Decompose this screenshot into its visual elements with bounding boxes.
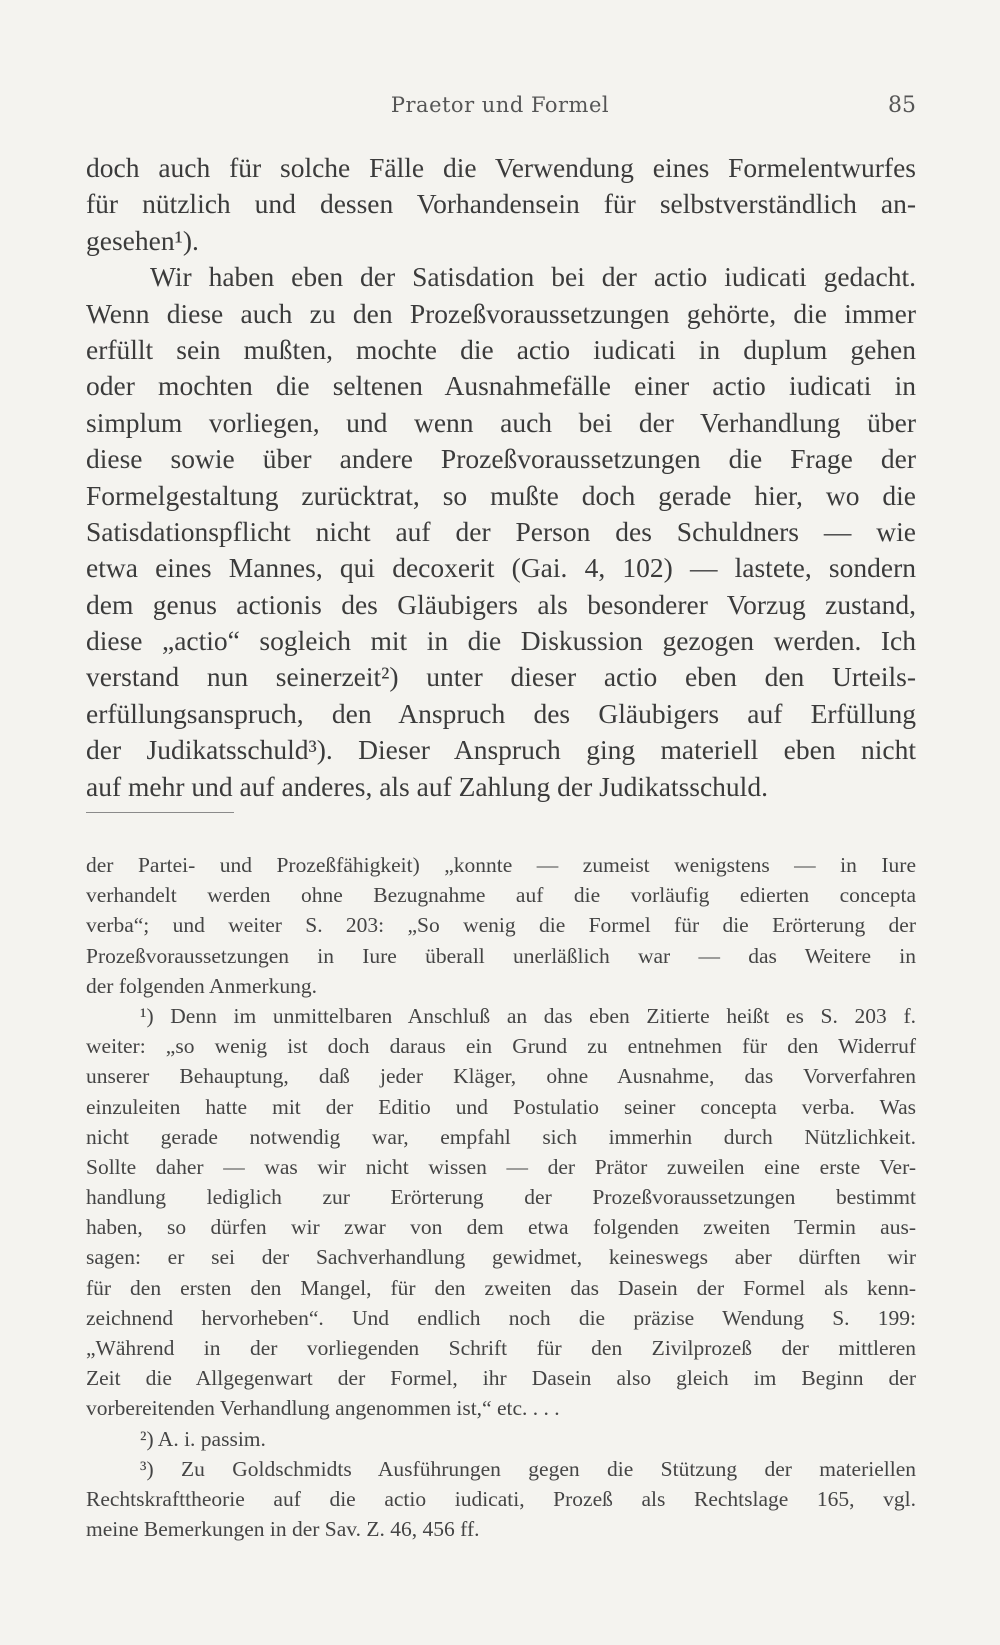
text-line: für nützlich und dessen Vorhandensein für selbstverständlich an-: [86, 188, 916, 220]
footnote-line: weiter: „so wenig ist doch daraus ein Grund zu entnehmen für den Widerruf: [86, 1034, 916, 1059]
footnote-line: ¹) Denn im unmittelbaren Anschluß an das eben Zitierte heißt es S. 203 f.: [140, 1003, 916, 1028]
footnote-divider: [86, 812, 234, 813]
footnote-line: nicht gerade notwendig war, empfahl sich immerhin durch Nützlichkeit.: [86, 1124, 916, 1149]
page-number: 85: [888, 93, 916, 118]
text-line: erfüllt sein mußten, mochte die actio iudicati in duplum gehen: [86, 333, 916, 365]
text-line: der Judikatsschuld³). Dieser Anspruch ging materiell eben nicht: [86, 734, 916, 766]
footnote-line: einzuleiten hatte mit der Editio und Postulatio seiner concepta verba. Was: [86, 1094, 916, 1119]
footnotes: [86, 850, 916, 1544]
footnote-line: Rechtskrafttheorie auf die actio iudicati, Prozeß als Rechtslage 165, vgl.: [86, 1486, 916, 1511]
text-line: Formelgestaltung zurücktrat, so mußte doch gerade hier, wo die: [86, 479, 916, 511]
footnote-line: ³) Zu Goldschmidts Ausführungen gegen die Stützung der materiellen: [140, 1456, 916, 1481]
text-line: diese „actio“ sogleich mit in die Diskussion gezogen werden. Ich: [86, 625, 916, 657]
footnote-line: ²) A. i. passim.: [140, 1426, 266, 1451]
footnote-line: für den ersten den Mangel, für den zweiten das Dasein der Formel als kenn-: [86, 1275, 916, 1300]
footnote-line: haben, so dürfen wir zwar von dem etwa folgenden zweiten Termin aus-: [86, 1215, 916, 1240]
footnote-line: meine Bemerkungen in der Sav. Z. 46, 456 ff.: [86, 1517, 480, 1542]
text-line: erfüllungsanspruch, den Anspruch des Gläubigers auf Erfüllung: [86, 697, 916, 729]
footnote-line: der Partei- und Prozeßfähigkeit) „konnte — zumeist wenigstens — in Iure: [86, 853, 916, 877]
footnote-line: Zeit die Allgegenwart der Formel, ihr Dasein also gleich im Beginn der: [86, 1366, 916, 1391]
text-line: auf mehr und auf anderes, als auf Zahlung der Judikatsschuld.: [86, 770, 768, 802]
main-text: [86, 150, 916, 805]
text-line: dem genus actionis des Gläubigers als besonderer Vorzug zustand,: [86, 588, 916, 620]
text-line: doch auch für solche Fälle die Verwendung eines Formelentwurfes: [86, 152, 916, 183]
footnote-line: zeichnend hervorheben“. Und endlich noch die präzise Wendung S. 199:: [86, 1305, 916, 1330]
text-line: Satisdationspflicht nicht auf der Person des Schuldners — wie: [86, 515, 916, 547]
footnote-line: Prozeßvoraussetzungen in Iure überall unerläßlich war — das Weitere in: [86, 943, 916, 968]
footnote-line: Sollte daher — was wir nicht wissen — der Prätor zuweilen eine erste Ver-: [86, 1154, 916, 1179]
text-line: gesehen¹).: [86, 224, 199, 256]
footnote-line: sagen: er sei der Sachverhandlung gewidmet, keineswegs aber dürften wir: [86, 1245, 916, 1270]
running-title: Praetor und Formel: [390, 93, 610, 117]
text-line: simplum vorliegen, und wenn auch bei der Verhandlung über: [86, 406, 916, 438]
footnote-line: verba“; und weiter S. 203: „So wenig die Formel für die Erörterung der: [86, 913, 916, 938]
footnote-line: vorbereitenden Verhandlung angenommen ist,“ etc. . . .: [86, 1396, 560, 1421]
footnote-line: der folgenden Anmerkung.: [86, 973, 318, 998]
text-line: etwa eines Mannes, qui decoxerit (Gai. 4, 102) — lastete, sondern: [86, 552, 916, 584]
text-line: verstand nun seinerzeit²) unter dieser actio eben den Urteils-: [86, 661, 916, 693]
running-head: [0, 93, 1000, 123]
text-line: diese sowie über andere Prozeßvoraussetzungen die Frage der: [86, 443, 916, 475]
footnote-line: handlung lediglich zur Erörterung der Prozeßvoraussetzungen bestimmt: [86, 1185, 916, 1210]
text-line: oder mochten die seltenen Ausnahmefälle einer actio iudicati in: [86, 370, 916, 402]
text-line: Wenn diese auch zu den Prozeßvoraussetzungen gehörte, die immer: [86, 297, 916, 329]
text-line: Wir haben eben der Satisdation bei der actio iudicati gedacht.: [150, 261, 916, 293]
footnote-line: „Während in der vorliegenden Schrift für den Zivilprozeß der mittleren: [86, 1336, 916, 1360]
footnote-line: verhandelt werden ohne Bezugnahme auf die vorläufig edierten concepta: [86, 883, 916, 908]
footnote-line: unserer Behauptung, daß jeder Kläger, ohne Ausnahme, das Vorverfahren: [86, 1064, 916, 1089]
